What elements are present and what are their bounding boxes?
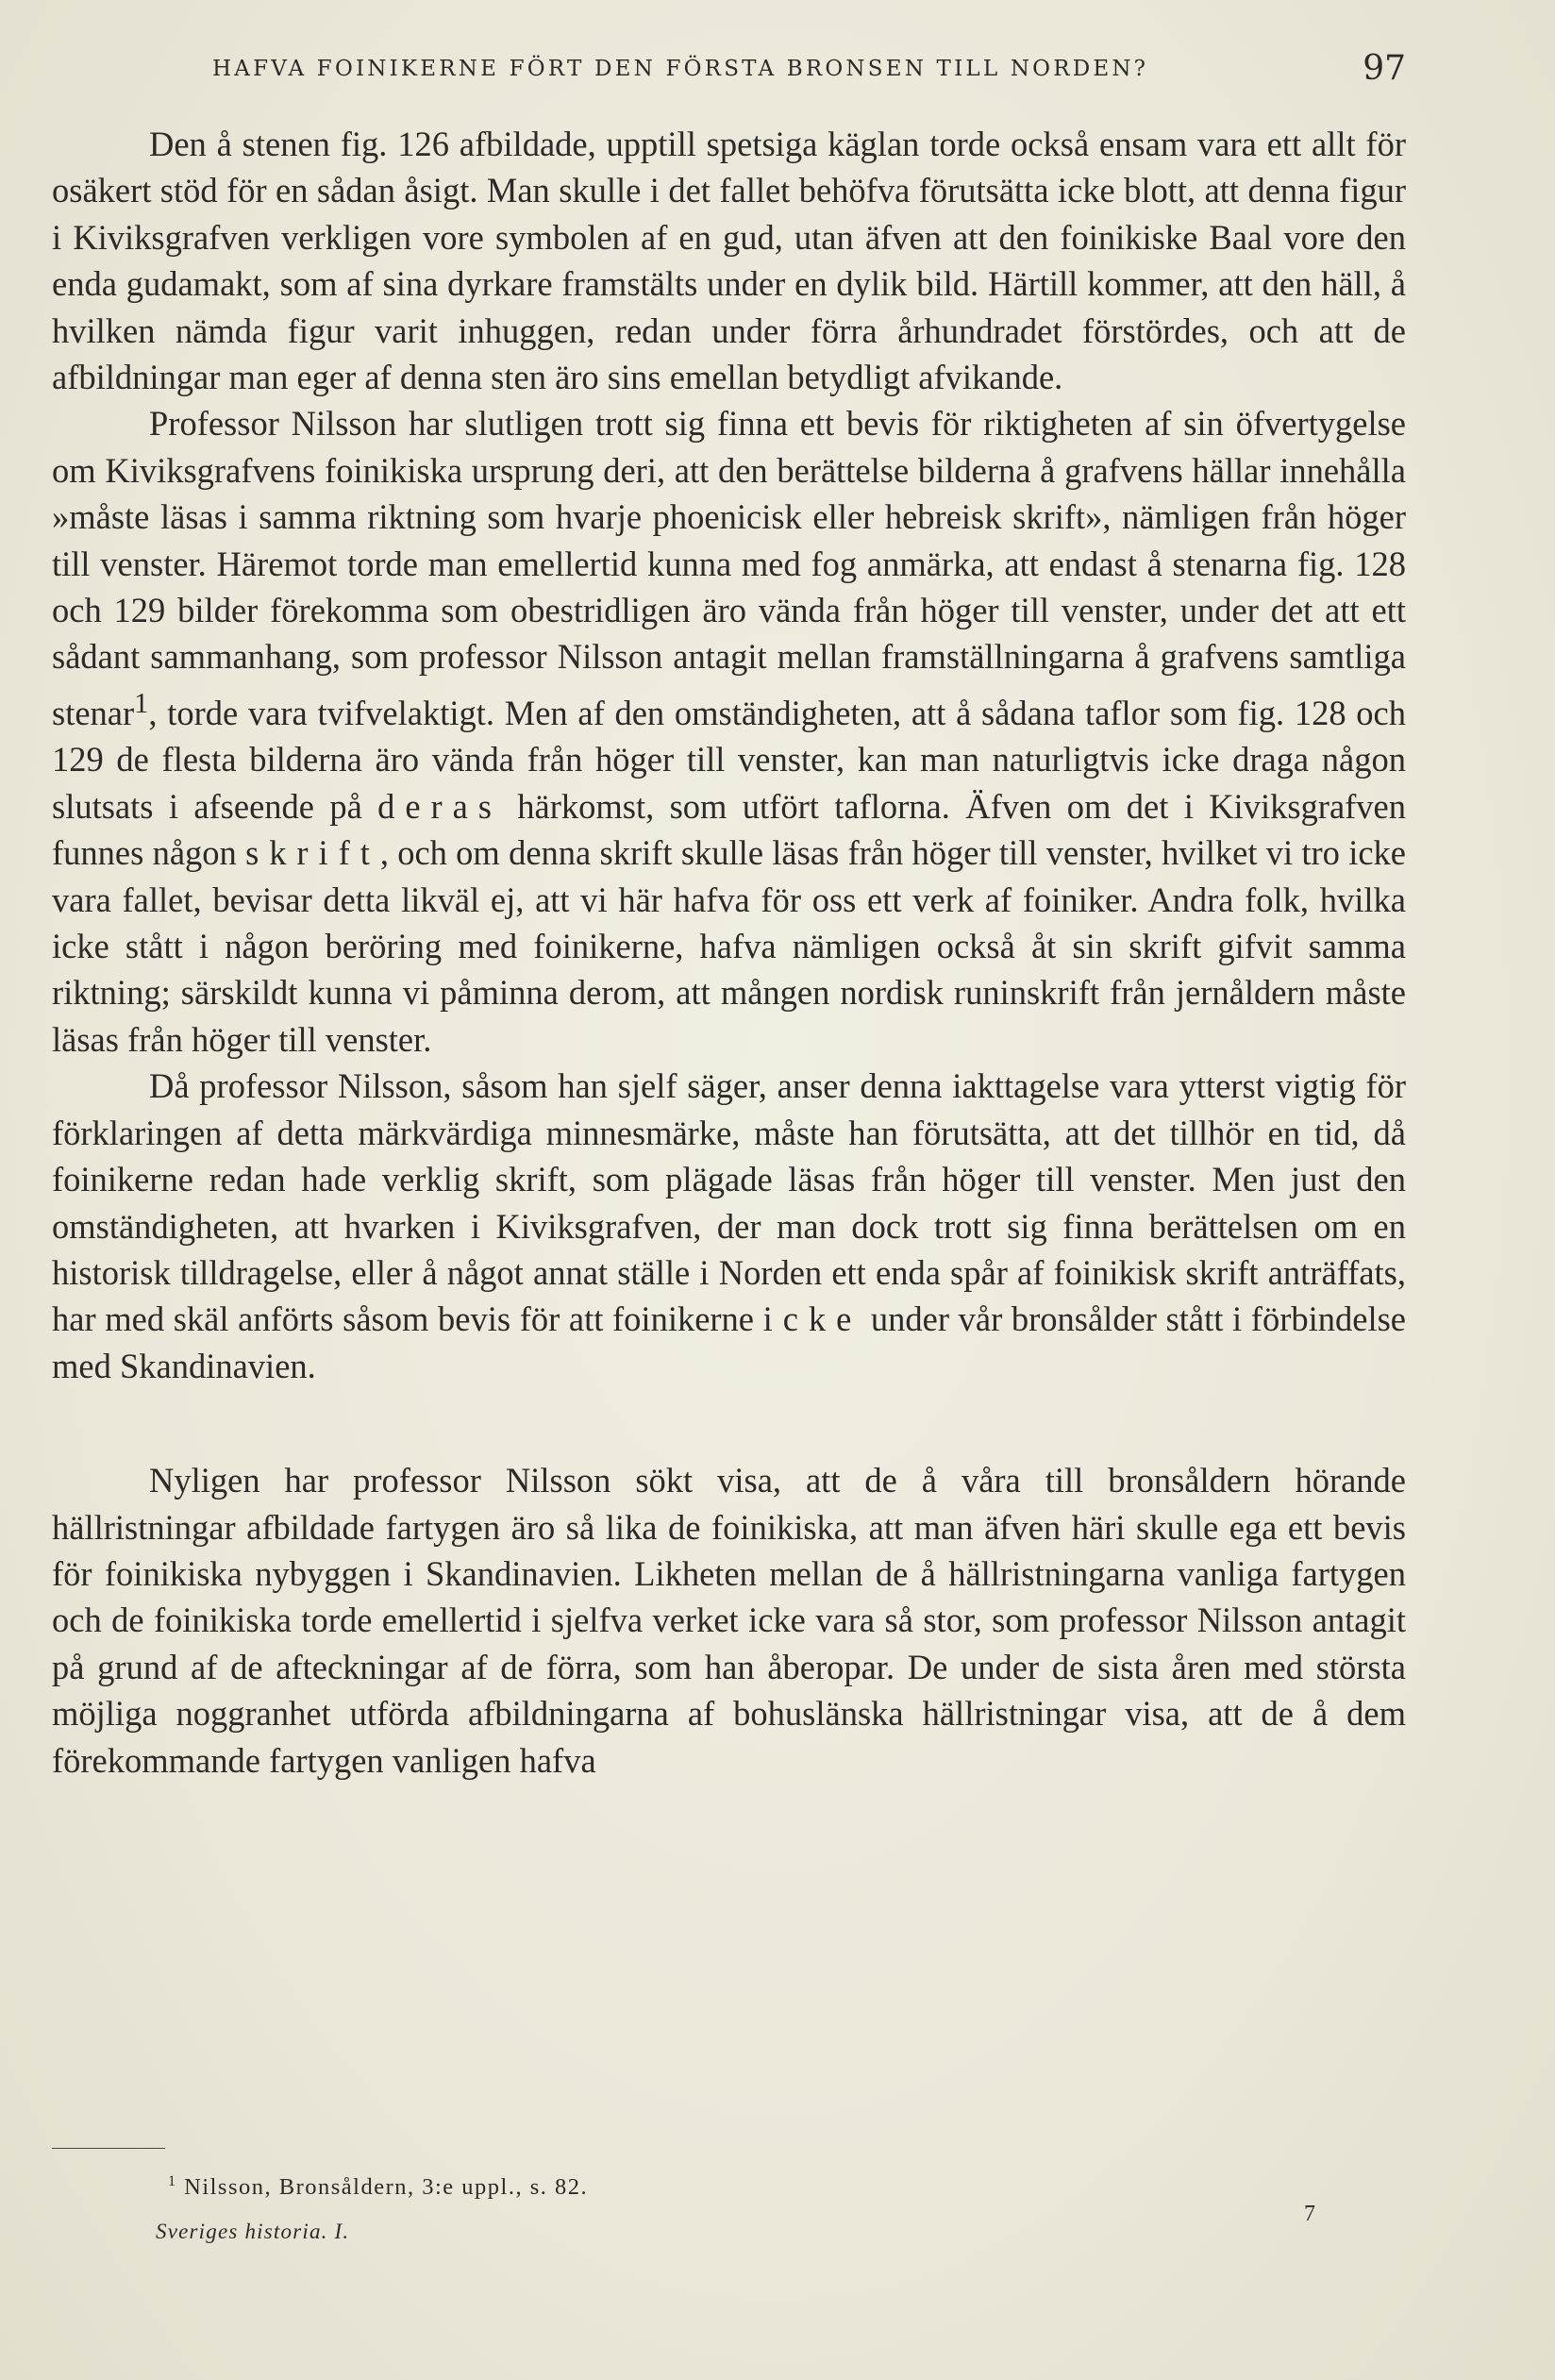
footnote-divider (52, 2148, 165, 2149)
paragraph (52, 1457, 1406, 1784)
emphasized-word: icke (762, 1299, 862, 1339)
footnote-marker: 1 (168, 2173, 177, 2189)
footnote-text: Nilsson, Bronsåldern, 3:e uppl., s. 82. (184, 2174, 589, 2201)
body-text (52, 121, 1406, 1784)
paragraph-text: , torde vara tvifvelaktigt. Men af den omständigheten, att å sådana taflor som fig. 128 och 129 de flesta bilderna äro vända från höger till venster, kan man naturligtvis icke draga någon slutsats i afseende på (52, 694, 1406, 826)
paragraph (52, 400, 1406, 1063)
sheet-number: 7 (1304, 2202, 1315, 2226)
page-number: 97 (1363, 49, 1406, 88)
footnote (168, 2173, 588, 2201)
paragraph-text: Då professor Nilsson, såsom han sjelf säger, anser denna iakttagelse vara ytterst vigtig för förklaringen af detta märkvärdiga minnesmärke, måste han förutsätta, att det tillhör en tid, då foinikerne redan hade verklig skrift, som plägade läsas från höger till venster. Men just den omständigheten, att hvarken i Kiviksgrafven, der man dock trott sig finna berättelsen om en historisk tilldragelse, eller å något annat ställe i Norden ett enda spår af foinikisk skrift anträffats, har med skäl anförts såsom bevis för att foinikerne (52, 1066, 1406, 1339)
paragraph-text: Den å stenen fig. 126 afbildade, upptill spetsiga käglan torde också ensam vara ett allt för osäkert stöd för en sådan åsigt. Man skulle i det fallet behöfva förutsätta icke blott, att denna figur i Kiviksgrafven verkligen vore symbolen af en gud, utan äfven att den foinikiske Baal vore den enda gudamakt, som af sina dyrkare framstälts under en dylik bild. Härtill kommer, att den häll, å hvilken nämda figur varit inhuggen, redan under förra århundradet förstördes, och att de afbildningar man eger af denna sten äro sins emellan betydligt afvikande. (52, 125, 1406, 397)
paragraph (52, 1063, 1406, 1389)
paragraph-text: Nyligen har professor Nilsson sökt visa, att de å våra till bronsåldern hörande hällristningar afbildade fartygen äro så lika de foinikiska, att man äfven häri skulle ega ett bevis för foinikiska nybyggen i Skandinavien. Likheten mellan de å hällristningarna vanliga fartygen och de foinikiska torde emellertid i sjelfva verket icke vara så stor, som professor Nilsson antagit på grund af de afteckningar af de förra, som han åberopar. De under de sista åren med största möjliga noggranhet utförda afbildningarna af bohuslänska hällristningar visa, att de å dem förekommande fartygen vanligen hafva (52, 1461, 1406, 1780)
paragraph-text: härkomst, som utfört taflorna. Äfven om det i Kiviksgrafven funnes någon (52, 786, 1407, 873)
paragraph-text: Professor Nilsson har slutligen trott sig finna ett bevis för riktigheten af sin öfvertygelse om Kiviksgrafvens foinikiska ursprung deri, att den berättelse bilderna å grafvens hällar innehålla »måste läsas i samma riktning som hvarje phoenicisk eller hebreisk skrift», nämligen från höger till venster. Häremot torde man emellertid kunna med fog anmärka, att endast å stenarna fig. 128 och 129 bilder förekomma som obestridligen äro vända från höger till venster, under det att ett sådant sammanhang, som professor Nilsson antagit mellan framställningarna å grafvens samtliga stenar (52, 404, 1406, 733)
emphasized-word: skrift (245, 833, 380, 873)
emphasized-word: deras (377, 786, 502, 826)
running-title: HAFVA FOINIKERNE FÖRT DEN FÖRSTA BRONSEN TILL NORDEN? (212, 57, 1149, 81)
footnote-reference: 1 (134, 686, 149, 719)
running-head (189, 49, 1406, 96)
paragraph-text: , och om denna skrift skulle läsas från höger till venster, hvilket vi tro icke vara fallet, bevisar detta likväl ej, att vi här hafva för oss ett verk af foiniker. Andra folk, hvilka icke stått i någon beröring med foinikerne, hafva nämligen också åt sin skrift gifvit samma riktning; särskildt kunna vi påminna derom, att mången nordisk runinskrift från jernåldern måste läsas från höger till venster. (52, 833, 1406, 1059)
paragraph (52, 121, 1406, 400)
paragraph-text: under vår bronsålder stått i förbindelse med Skandinavien. (52, 1299, 1406, 1385)
printer-signature: Sveriges historia. I. (156, 2220, 350, 2243)
